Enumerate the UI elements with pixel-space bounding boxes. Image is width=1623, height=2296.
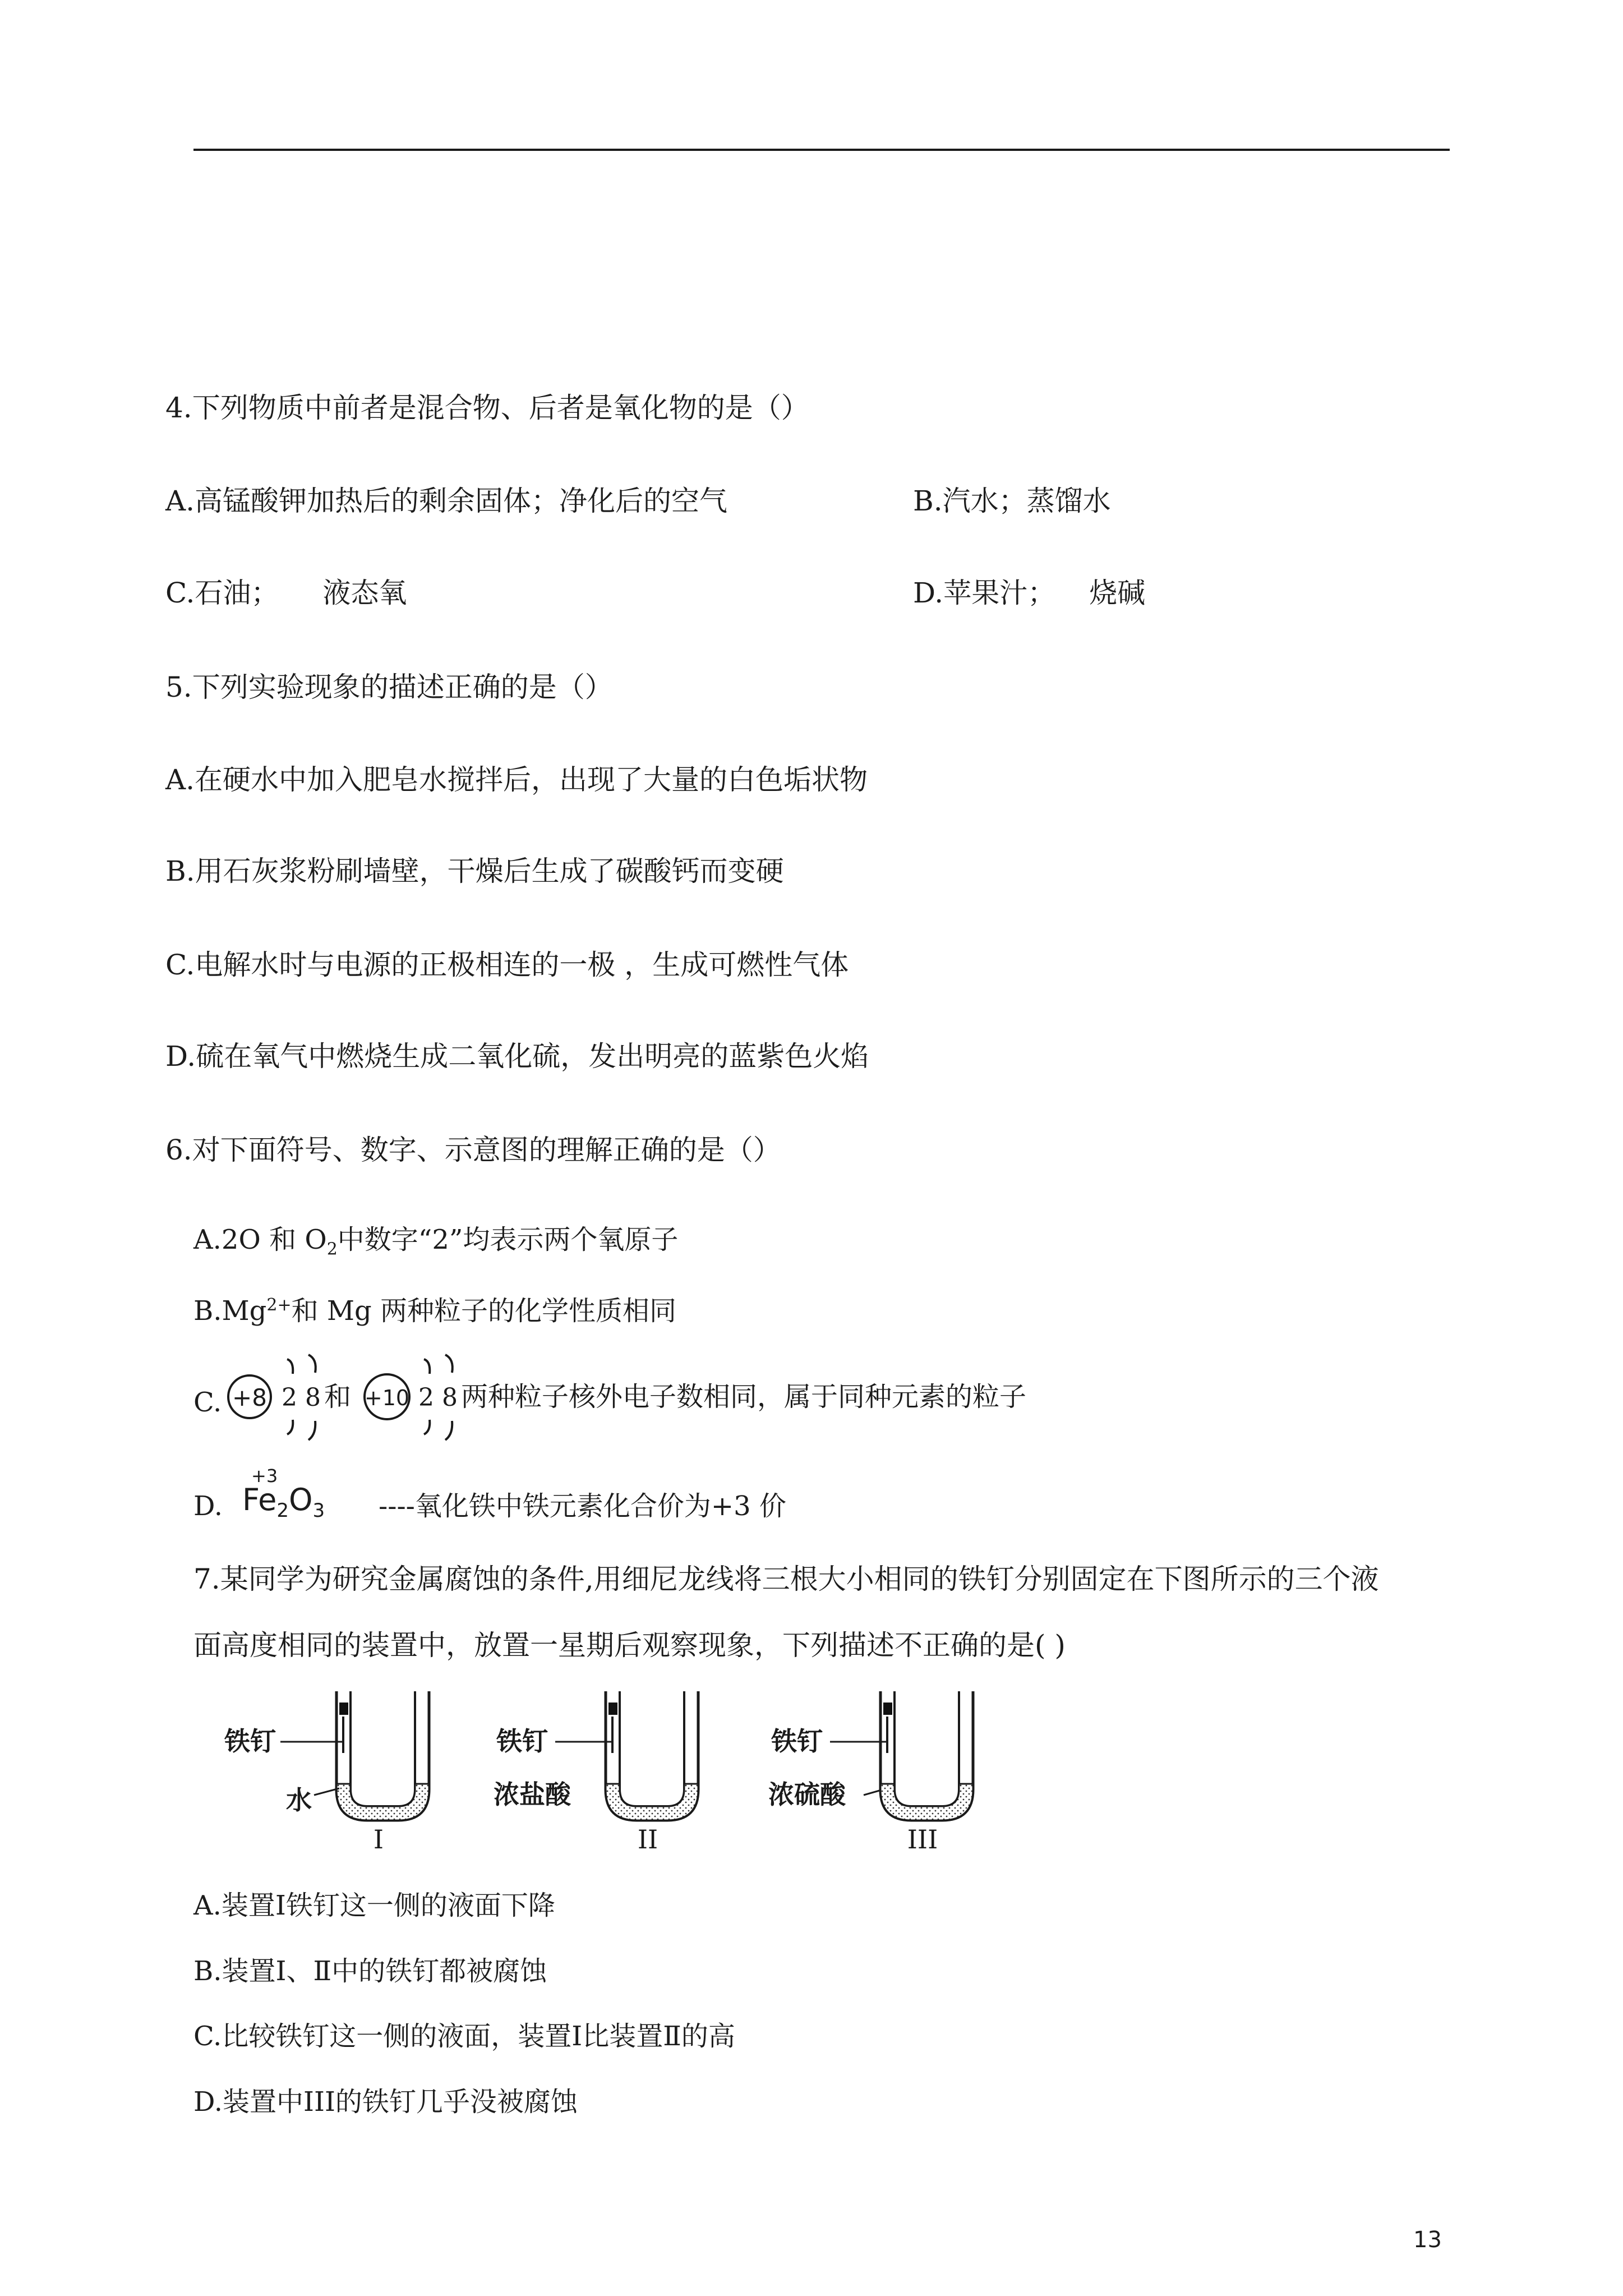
q4-stem: 4.下列物质中前者是混合物、后者是氧化物的是（） bbox=[165, 392, 809, 424]
shell-arc bbox=[445, 1355, 453, 1373]
liquid-label-2: 浓盐酸 bbox=[494, 1779, 571, 1810]
shell-arc bbox=[287, 1420, 293, 1434]
atom-structure-oxygen bbox=[228, 1355, 321, 1440]
apparatus-2 bbox=[494, 1691, 698, 1855]
q4-option-a: A.高锰酸钾加热后的剩余固体；净化后的空气 bbox=[165, 485, 728, 517]
q6-option-c-and: 和 bbox=[324, 1381, 352, 1412]
apparatus-1 bbox=[224, 1691, 429, 1855]
formula-o: O bbox=[288, 1482, 313, 1517]
q6-option-b-text: B.Mg bbox=[193, 1295, 267, 1327]
page-number: 13 bbox=[1413, 2227, 1442, 2253]
atom1-shell1: 2 bbox=[282, 1383, 297, 1412]
shell-arc bbox=[308, 1421, 315, 1440]
stopper bbox=[883, 1703, 892, 1715]
shell-arc bbox=[424, 1420, 430, 1434]
q7-stem-line1: 7.某同学为研究金属腐蚀的条件,用细尼龙线将三根大小相同的铁钉分别固定在下图所示的三个液 bbox=[193, 1563, 1379, 1595]
q6-option-c-diagram bbox=[224, 1349, 1066, 1444]
nail-label-2: 铁钉 bbox=[496, 1726, 548, 1756]
q6-option-a bbox=[193, 1223, 678, 1267]
apparatus-3 bbox=[768, 1691, 973, 1855]
stopper bbox=[608, 1703, 617, 1715]
q7-option-d: D.装置中III的铁钉几乎没被腐蚀 bbox=[193, 2086, 578, 2118]
shell-arc bbox=[445, 1421, 452, 1440]
atom-structure-neon bbox=[365, 1355, 458, 1440]
q6-option-c-text: 两种粒子核外电子数相同，属于同种元素的粒子 bbox=[461, 1381, 1027, 1412]
q4-option-c bbox=[165, 576, 407, 610]
nail-label-3: 铁钉 bbox=[771, 1726, 823, 1756]
liquid bbox=[606, 1784, 698, 1820]
formula-sub-2: 3 bbox=[312, 1499, 325, 1522]
valence-mark: +3 bbox=[251, 1465, 278, 1487]
atom2-shell2: 8 bbox=[442, 1383, 458, 1412]
stopper bbox=[339, 1703, 348, 1715]
liquid-label-3: 浓硫酸 bbox=[768, 1779, 846, 1810]
q6-option-b bbox=[193, 1289, 676, 1328]
liquid bbox=[336, 1784, 429, 1820]
nail-label-1: 铁钉 bbox=[224, 1726, 276, 1756]
numeral-2: II bbox=[637, 1824, 658, 1855]
numeral-3: III bbox=[907, 1824, 938, 1855]
q6-option-a-subscript: 2 bbox=[326, 1239, 338, 1259]
q6-option-a-text: A.2O 和 O bbox=[193, 1224, 327, 1255]
numeral-1: I bbox=[373, 1824, 384, 1855]
q6-option-d-text: ----氧化铁中铁元素化合价为+3 价 bbox=[379, 1490, 786, 1522]
liquid-label-1: 水 bbox=[286, 1785, 312, 1815]
atom1-shell2: 8 bbox=[305, 1383, 321, 1412]
q5-option-a: A.在硬水中加入肥皂水搅拌后，出现了大量的白色垢状物 bbox=[165, 763, 868, 796]
q7-option-c: C.比较铁钉这一侧的液面，装置Ⅰ比装置Ⅱ的高 bbox=[193, 2021, 735, 2052]
shell-arc bbox=[308, 1355, 316, 1373]
shell-arc bbox=[287, 1359, 293, 1374]
q6-option-c-label: C. bbox=[193, 1387, 222, 1418]
formula-sub-1: 2 bbox=[276, 1499, 289, 1522]
q6-stem: 6.对下面符号、数字、示意图的理解正确的是（） bbox=[165, 1134, 781, 1166]
q4-option-b: B.汽水；蒸馏水 bbox=[913, 485, 1111, 517]
q7-stem-line2: 面高度相同的装置中，放置一星期后观察现象，下列描述不正确的是( ) bbox=[193, 1629, 1066, 1662]
header-rule bbox=[193, 149, 1450, 151]
liquid bbox=[880, 1784, 973, 1820]
q7-option-a: A.装置Ⅰ铁钉这一侧的液面下降 bbox=[193, 1890, 555, 1921]
q5-stem: 5.下列实验现象的描述正确的是（） bbox=[165, 671, 613, 703]
q4-option-d-label: D.苹果汁； bbox=[913, 577, 1056, 609]
shell-arc bbox=[424, 1359, 430, 1374]
q7-apparatus-figure bbox=[224, 1688, 1009, 1857]
q6-option-a-rest: 中数字“2”均表示两个氧原子 bbox=[337, 1224, 679, 1255]
q4-option-c-label: C.石油； bbox=[165, 577, 279, 609]
q5-option-d: D.硫在氧气中燃烧生成二氧化硫，发出明亮的蓝紫色火焰 bbox=[165, 1040, 869, 1073]
q6-option-b-rest: 和 Mg 两种粒子的化学性质相同 bbox=[291, 1295, 677, 1327]
formula-fe: Fe bbox=[242, 1482, 277, 1517]
atom2-shell1: 2 bbox=[418, 1383, 434, 1412]
q6-option-b-superscript: 2+ bbox=[266, 1295, 292, 1315]
atom2-nucleus: +10 bbox=[364, 1386, 410, 1410]
q5-option-c: C.电解水时与电源的正极相连的一极 ，生成可燃性气体 bbox=[165, 949, 849, 981]
q6-option-d-label: D. bbox=[193, 1490, 223, 1522]
q5-option-b: B.用石灰浆粉刷墙壁，干燥后生成了碳酸钙而变硬 bbox=[165, 855, 784, 887]
q7-option-b: B.装置Ⅰ、Ⅱ中的铁钉都被腐蚀 bbox=[193, 1955, 547, 1987]
q4-option-d bbox=[913, 576, 1145, 610]
q4-option-d-value: 烧碱 bbox=[1089, 577, 1146, 609]
q4-option-c-value: 液态氧 bbox=[322, 577, 407, 609]
atom1-nucleus: +8 bbox=[232, 1384, 267, 1411]
